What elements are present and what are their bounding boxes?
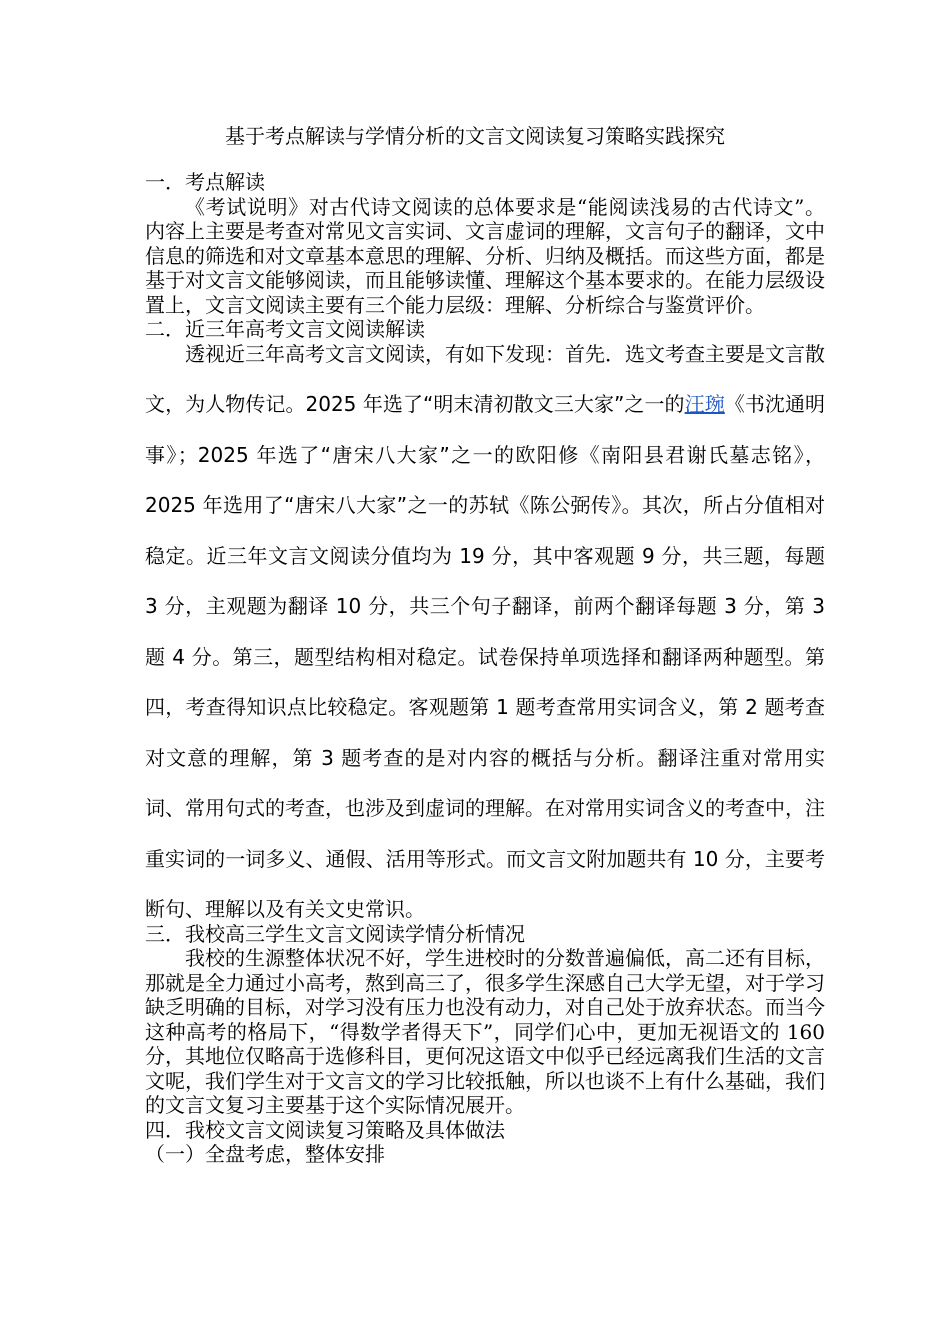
author-link[interactable]: 汪琬 <box>684 392 725 416</box>
section-1-heading: 一．考点解读 <box>145 170 265 194</box>
section-2-text-before-link: 透视近三年高考文言文阅读，有如下发现：首先．选文考查主要是文言散文，为人物传记。2025 年选了“明末清初散文三大家”之一的 <box>145 341 825 416</box>
document-title: 基于考点解读与学情分析的文言文阅读复习策略实践探究 <box>225 124 725 148</box>
section-2-heading: 二．近三年高考文言文阅读解读 <box>145 317 425 341</box>
section-3-heading: 三．我校高三学生文言文阅读学情分析情况 <box>145 921 525 946</box>
section-2-paragraph <box>145 329 825 935</box>
section-2-text-after-link: 《书沈通明事》；2025 年选了“唐宋八大家”之一的欧阳修《南阳县君谢氏墓志铭》， 2025 年选用了“唐宋八大家”之一的苏轼《陈公弼传》。其次，所占分值相对稳定。近三年文言文阅读分值均为 19 分，其中客观题 9 分，共三题，每题 3 分，主观题为翻译 10 分，共三个句子翻译，前两个翻译每题 3 分，第 3 题 4 分。第三，题型结构相对稳定。试卷保持单项选择和翻译两种题型。第四，考查得知识点比较稳定。客观题第 1 题考查常用实词含义，第 2 题考查对文意的理解，第 3 题考查的是对内容的概括与分析。 <box>145 392 826 770</box>
section-1-paragraph: 《考试说明》对古代诗文阅读的总体要求是“能阅读浅易的古代诗文”。内容上主要是考查对常见文言实词、文言虚词的理解，文言句子的翻译，文中信息的筛选和对文章基本意思的理解、分析、归纳及概括。而这些方面，都是基于对文言文能够阅读，而且能够读懂、理解这个基本要求的。在能力层级设置上，文言文阅读主要有三个能力层级：理解、分析综合与鉴赏评价。 <box>145 194 825 317</box>
section-2-text-tail: 翻译注重对常用实词、常用句式的考查，也涉及到虚词的理解。在对常用实词含义的考查中，注重实词的一词多义、通假、活用等形式。而文言文附加题共有 10 分，主要考断句、理解以及有关文史常识。 <box>145 745 825 921</box>
section-4-heading: 四．我校文言文阅读复习策略及具体做法 <box>145 1117 505 1142</box>
section-4-subheading: （一）全盘考虑，整体安排 <box>145 1142 385 1166</box>
document-body <box>145 170 825 1167</box>
section-3-paragraph: 我校的生源整体状况不好，学生进校时的分数普遍偏低，高二还有目标，那就是全力通过小高考，熬到高三了，很多学生深感自己大学无望，对于学习缺乏明确的目标，对学习没有压力也没有动力，对自己处于放弃状态。而当今这种高考的格局下，“得数学者得天下”，同学们心中，更加无视语文的 160 分，其地位仅略高于选修科目，更何况这语文中似乎已经远离我们生活的文言文呢，我们学生对于文言文的学习比较抵触，所以也谈不上有什么基础，我们的文言文复习主要基于这个实际情况展开。 <box>145 946 825 1117</box>
